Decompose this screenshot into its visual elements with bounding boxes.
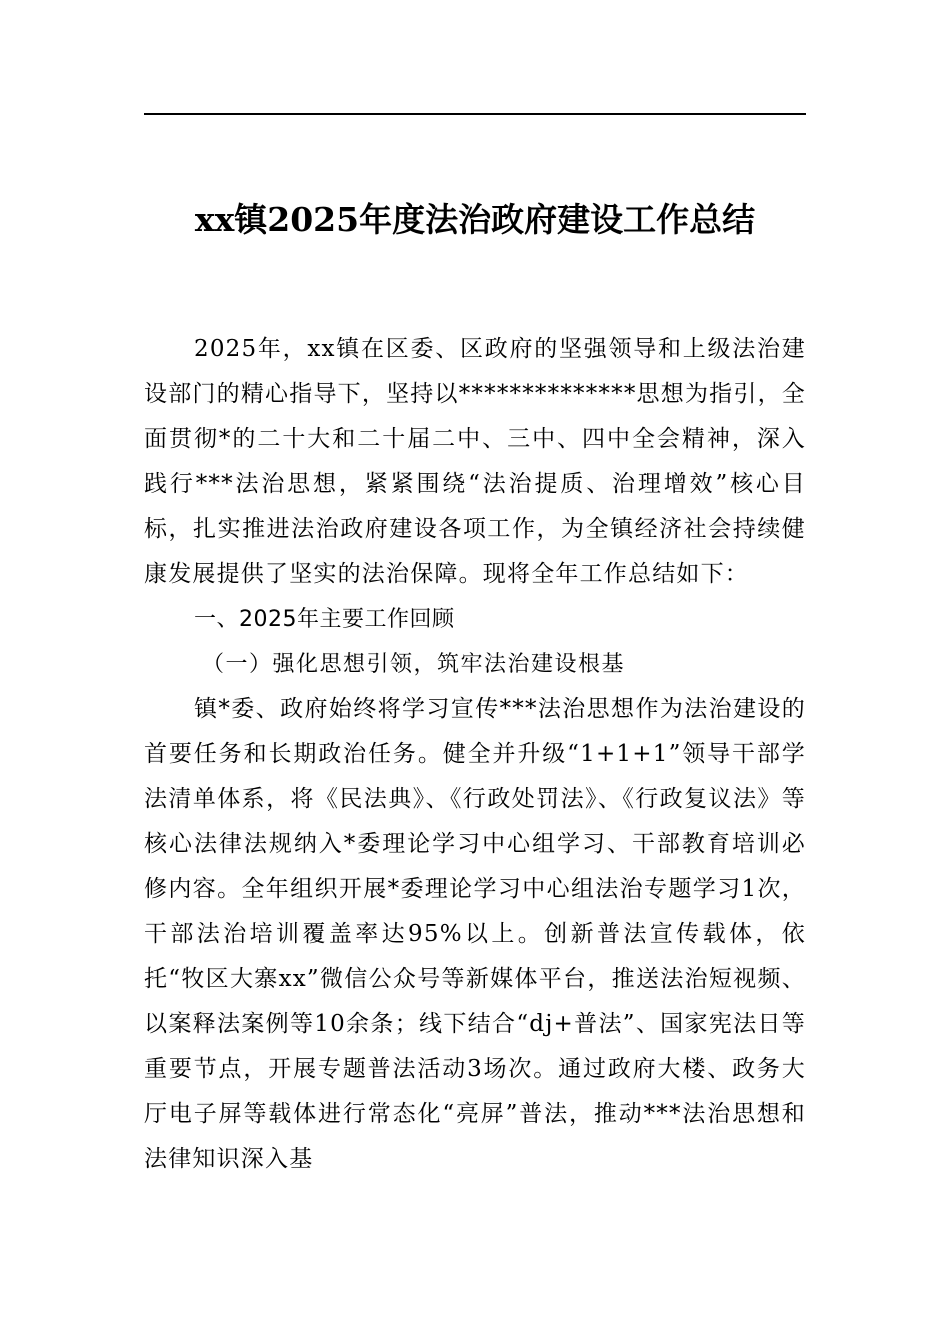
subsection-heading: （一）强化思想引领，筑牢法治建设根基	[202, 652, 626, 677]
document-body	[144, 327, 806, 1182]
header-rule	[144, 113, 806, 115]
subsection-paragraph: 镇*委、政府始终将学习宣传***法治思想作为法治建设的首要任务和长期政治任务。健全并升级“1+1+1”领导干部学法清单体系，将《民法典》、《行政处罚法》、《行政复议法》等核心法律法规纳入*委理论学习中心组学习、干部教育培训必修内容。全年组织开展*委理论学习中心组法治专题学习1次，干部法治培训覆盖率达95%以上。创新普法宣传载体，依托“牧区大寨xx”微信公众号等新媒体平台，推送法治短视频、以案释法案例等10余条；线下结合“dj+普法”、国家宪法日等重要节点，开展专题普法活动3场次。通过政府大楼、政务大厅电子屏等载体进行常态化“亮屏”普法，推动***法治思想和法律知识深入基	[144, 696, 806, 1172]
document-title: xx镇2025年度法治政府建设工作总结	[194, 200, 756, 239]
intro-paragraph: 2025年，xx镇在区委、区政府的坚强领导和上级法治建设部门的精心指导下，坚持以**************思想为指引，全面贯彻*的二十大和二十届二中、三中、四中全会精神，深入践行***法治思想，紧紧围绕“法治提质、治理增效”核心目标，扎实推进法治政府建设各项工作，为全镇经济社会持续健康发展提供了坚实的法治保障。现将全年工作总结如下：	[144, 336, 806, 587]
section-heading: 一、2025年主要工作回顾	[194, 607, 455, 632]
